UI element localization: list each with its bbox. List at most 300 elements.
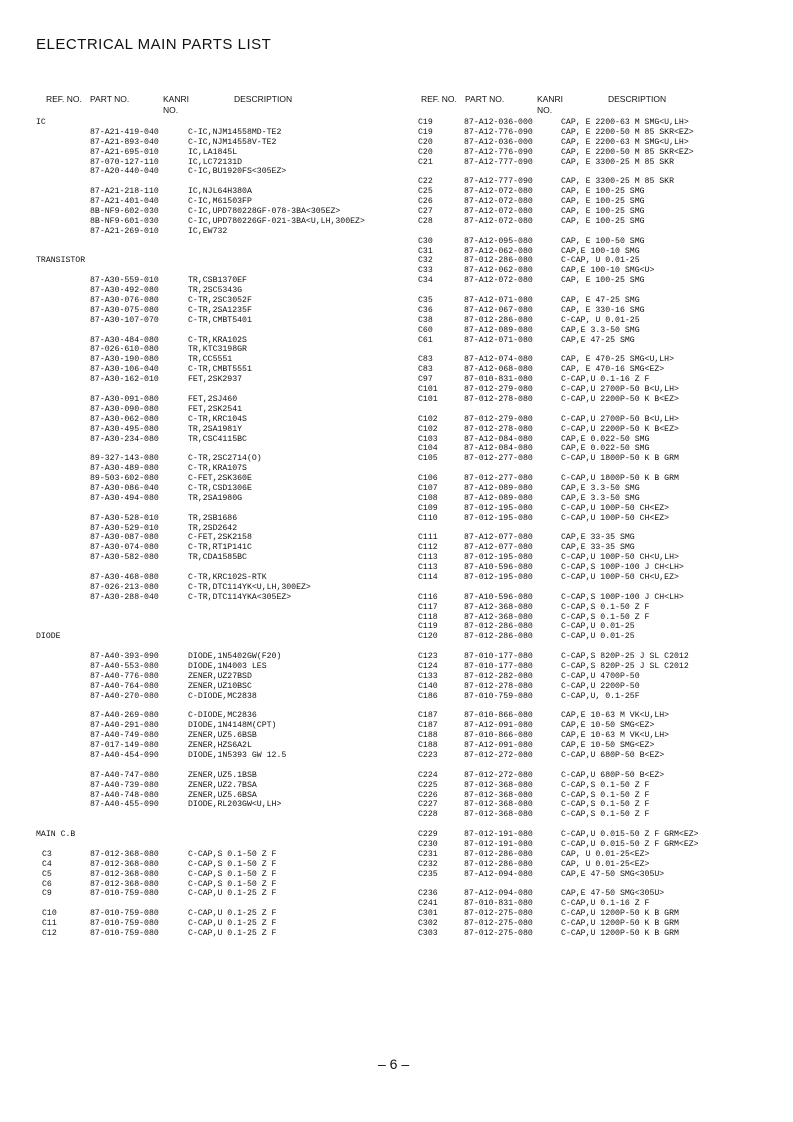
part-row — [418, 899, 758, 909]
part-row — [36, 405, 396, 415]
part-no: 87-A40-393-090 — [90, 652, 159, 662]
ref-no: C4 — [42, 859, 52, 869]
description: FET,2SJ460 — [188, 394, 238, 404]
description: TR,CDA1585BC — [188, 553, 247, 563]
description: TR,2SA1980G — [188, 493, 243, 503]
description: C-CAP,U 2200P-50 K B<EZ> — [561, 394, 679, 404]
part-row — [418, 187, 758, 197]
part-no: 87-012-277-080 — [464, 474, 533, 484]
part-no: 87-A12-094-080 — [464, 889, 533, 899]
spacer-row — [36, 642, 396, 652]
part-no: 87-A30-484-080 — [90, 335, 159, 345]
part-no: 87-012-368-080 — [464, 780, 533, 790]
part-row — [418, 692, 758, 702]
ref-no: C61 — [418, 335, 433, 345]
part-row — [36, 365, 396, 375]
description: CAP, E 100-25 SMG — [561, 197, 645, 207]
part-row — [36, 167, 396, 177]
part-no: 87-012-275-080 — [464, 929, 533, 939]
ref-no: C187 — [418, 721, 438, 731]
part-no: 87-A12-068-080 — [464, 365, 533, 375]
part-row — [418, 336, 758, 346]
ref-no: C101 — [418, 394, 438, 404]
page-number: – 6 – — [378, 1056, 410, 1072]
description: CAP, E 100-25 SMG — [561, 207, 645, 217]
description: CAP,E 3.3-50 SMG — [561, 493, 640, 503]
part-no: 87-010-759-080 — [90, 919, 159, 929]
description: C-CAP,U 1200P-50 K B GRM — [561, 909, 679, 919]
description: C-TR,CSD1306E — [188, 483, 252, 493]
part-row — [36, 751, 396, 761]
ref-no: C11 — [42, 919, 57, 929]
part-row — [36, 731, 396, 741]
part-row — [418, 622, 758, 632]
description: C-IC,NJM14558MD-TE2 — [188, 127, 282, 137]
part-no: 89-503-602-080 — [90, 474, 159, 484]
part-no: 87-A12-777-090 — [464, 177, 533, 187]
description: CAP,E 47-50 SMG<305U> — [561, 869, 665, 879]
part-no: 87-A40-747-080 — [90, 770, 159, 780]
ref-no: C187 — [418, 711, 438, 721]
description: TR,CC5551 — [188, 355, 233, 365]
part-row — [36, 138, 396, 148]
description: C-CAP,S 0.1-50 Z F — [561, 790, 650, 800]
description: CAP,E 10-50 SMG<EZ> — [561, 741, 655, 751]
part-no: 87-A12-089-080 — [464, 483, 533, 493]
spacer-row — [36, 840, 396, 850]
description: CAP,E 10-63 M VK<U,LH> — [561, 711, 670, 721]
part-no: 87-012-368-080 — [464, 800, 533, 810]
part-no: 87-A40-454-090 — [90, 751, 159, 760]
part-row — [36, 889, 396, 899]
ref-no: C27 — [418, 207, 433, 217]
spacer-row — [36, 247, 396, 257]
part-no: 87-012-368-080 — [90, 879, 159, 889]
description: CAP,E 3.3-50 SMG — [561, 325, 640, 335]
description: TR,KTC3198GR — [188, 345, 247, 355]
ref-no: C26 — [418, 197, 433, 207]
description: CAP,E 10-50 SMG<EZ> — [561, 721, 655, 731]
description: DIODE,1N4148M(CPT) — [188, 721, 277, 731]
part-row — [418, 118, 758, 128]
part-no: 87-A30-076-080 — [90, 296, 159, 306]
part-row — [418, 682, 758, 692]
part-row — [418, 365, 758, 375]
ref-no: C113 — [418, 563, 438, 573]
part-row — [418, 613, 758, 623]
part-no: 87-012-278-080 — [464, 681, 533, 691]
part-no: 87-010-831-080 — [464, 899, 533, 909]
part-row — [36, 395, 396, 405]
part-row — [418, 484, 758, 494]
part-row — [36, 128, 396, 138]
part-row — [36, 593, 396, 603]
part-row — [418, 197, 758, 207]
part-no: 87-A12-072-080 — [464, 216, 533, 226]
description: C-IC,M61503FP — [188, 197, 252, 207]
part-no: 87-012-272-080 — [464, 751, 533, 760]
part-row — [418, 138, 758, 148]
ref-no: C36 — [418, 305, 433, 315]
description: C-CAP,U 0.015-50 Z F GRM<EZ> — [561, 840, 699, 850]
part-row — [36, 692, 396, 702]
ref-no: C20 — [418, 147, 433, 157]
header-desc-left: DESCRIPTION — [234, 94, 293, 104]
description: CAP,E 10-63 M VK<U,LH> — [561, 731, 670, 741]
part-no: 87-A30-468-080 — [90, 572, 159, 582]
section-heading — [36, 256, 396, 266]
ref-no: C227 — [418, 800, 438, 810]
part-row — [418, 355, 758, 365]
part-row — [36, 286, 396, 296]
description: ZENER,UZ27BSD — [188, 671, 252, 681]
spacer-row — [418, 167, 758, 177]
ref-no: C229 — [418, 830, 438, 840]
part-row — [418, 306, 758, 316]
description: C-TR,CMBT5551 — [188, 365, 252, 375]
part-row — [418, 810, 758, 820]
part-no: 87-A40-455-090 — [90, 800, 159, 810]
ref-no: C102 — [418, 414, 438, 424]
description: ZENER,UZ10BSC — [188, 681, 252, 691]
part-no: 87-012-191-080 — [464, 840, 533, 850]
ref-no: C9 — [42, 889, 52, 899]
part-row — [418, 533, 758, 543]
part-no: 87-012-272-080 — [464, 770, 533, 780]
part-no: 87-012-286-080 — [464, 849, 533, 859]
ref-no: C231 — [418, 849, 438, 859]
spacer-row — [36, 702, 396, 712]
description: CAP, E 47-25 SMG — [561, 296, 640, 306]
description: C-CAP,U 100P-50 CH<EZ> — [561, 503, 670, 513]
part-row — [418, 711, 758, 721]
description: CAP, E 470-25 SMG<U,LH> — [561, 355, 675, 365]
ref-no: C301 — [418, 909, 438, 919]
section-heading — [36, 632, 396, 642]
ref-no: C232 — [418, 859, 438, 869]
part-row — [36, 217, 396, 227]
part-no: 87-A12-072-080 — [464, 207, 533, 217]
description: DIODE,1N5402GW(F20) — [188, 652, 282, 662]
part-no: 87-A12-094-080 — [464, 869, 533, 879]
part-row — [418, 553, 758, 563]
ref-no: C124 — [418, 661, 438, 671]
part-row — [418, 721, 758, 731]
description: TR,2SC5343G — [188, 286, 243, 296]
part-no: 87-A12-074-080 — [464, 355, 533, 365]
header-desc-right: DESCRIPTION — [608, 94, 667, 104]
part-row — [36, 454, 396, 464]
ref-no: C108 — [418, 493, 438, 503]
part-row — [36, 355, 396, 365]
ref-no: C110 — [418, 513, 438, 523]
part-row — [418, 217, 758, 227]
part-row — [418, 395, 758, 405]
description: CAP,E 100-10 SMG — [561, 246, 640, 256]
part-row — [418, 929, 758, 939]
part-row — [418, 652, 758, 662]
description: CAP, E 470-16 SMG<EZ> — [561, 365, 665, 375]
part-no: 87-A30-074-080 — [90, 543, 159, 553]
ref-no: C117 — [418, 602, 438, 612]
part-no: 87-A30-489-080 — [90, 464, 159, 474]
part-no: 87-026-610-080 — [90, 345, 159, 355]
part-row — [36, 662, 396, 672]
ref-no: C101 — [418, 385, 438, 395]
part-row — [418, 425, 758, 435]
part-row — [418, 256, 758, 266]
part-no: 87-012-286-080 — [464, 632, 533, 642]
description: C-TR,KRC102S-RTK — [188, 572, 267, 582]
spacer-row — [36, 237, 396, 247]
description: C-CAP,S 0.1-50 Z F — [561, 612, 650, 622]
part-no: 87-A12-036-000 — [464, 118, 533, 127]
part-no: 87-026-213-080 — [90, 582, 159, 592]
description: C-CAP,U 100P-50 CH<U,LH> — [561, 553, 679, 563]
part-no: 87-A30-559-010 — [90, 276, 159, 286]
part-no: 87-A12-072-080 — [464, 276, 533, 286]
ref-no: C22 — [418, 177, 433, 187]
ref-no: C28 — [418, 216, 433, 226]
part-no: 87-012-195-080 — [464, 513, 533, 523]
header-kanri-left: KANRI NO. — [163, 94, 189, 115]
ref-no: C230 — [418, 840, 438, 850]
part-row — [36, 929, 396, 939]
part-no: 87-012-279-080 — [464, 385, 533, 395]
part-no: 87-A40-739-080 — [90, 780, 159, 790]
part-row — [36, 721, 396, 731]
ref-no: C228 — [418, 810, 438, 820]
part-row — [418, 128, 758, 138]
ref-no: C30 — [418, 236, 433, 246]
part-no: 87-A12-084-080 — [464, 444, 533, 454]
part-row — [36, 672, 396, 682]
description: C-CAP,S 0.1-50 Z F — [561, 800, 650, 810]
ref-no: C19 — [418, 127, 433, 137]
ref-no: C123 — [418, 652, 438, 662]
part-no: 87-012-278-080 — [464, 394, 533, 404]
ref-no: C236 — [418, 889, 438, 899]
part-no: 87-A40-776-080 — [90, 671, 159, 681]
part-no: 87-A21-269-010 — [90, 226, 159, 236]
part-no: 87-A12-776-090 — [464, 127, 533, 137]
part-no: 87-A30-106-040 — [90, 365, 159, 375]
ref-no: C83 — [418, 365, 433, 375]
spacer-row — [418, 286, 758, 296]
part-no: 87-A21-419-040 — [90, 127, 159, 137]
ref-no: C186 — [418, 691, 438, 701]
ref-no: C107 — [418, 483, 438, 493]
description: C-CAP,U 2200P-50 K B<EZ> — [561, 424, 679, 434]
part-row — [418, 741, 758, 751]
part-no: 87-A12-091-080 — [464, 721, 533, 731]
part-row — [418, 385, 758, 395]
header-part-right: PART NO. — [465, 94, 505, 104]
description: ZENER,UZ5.1BSB — [188, 770, 257, 780]
part-row — [36, 415, 396, 425]
part-no: 87-A12-036-000 — [464, 137, 533, 147]
description: C-CAP,U 680P-50 B<EZ> — [561, 770, 665, 780]
description: C-CAP,S 0.1-50 Z F — [188, 859, 277, 869]
part-no: 87-A12-089-080 — [464, 325, 533, 335]
ref-no: C3 — [42, 849, 52, 859]
description: DIODE,RL203GW<U,LH> — [188, 800, 282, 810]
part-no: 87-A30-529-010 — [90, 523, 159, 533]
ref-no: C235 — [418, 869, 438, 879]
description: C-TR,RT1P141C — [188, 543, 252, 553]
part-row — [418, 870, 758, 880]
part-row — [418, 158, 758, 168]
spacer-row — [418, 405, 758, 415]
description: C-TR,KRA107S — [188, 464, 247, 474]
part-row — [36, 652, 396, 662]
part-no: 87-010-177-080 — [464, 652, 533, 662]
description: CAP,E 33-35 SMG — [561, 543, 635, 553]
part-row — [36, 543, 396, 553]
description: C-TR,2SA1235F — [188, 305, 252, 315]
part-row — [36, 583, 396, 593]
spacer-row — [36, 899, 396, 909]
part-no: 87-A30-528-010 — [90, 513, 159, 523]
part-row — [36, 375, 396, 385]
part-no: 87-A30-234-080 — [90, 434, 159, 444]
part-row — [418, 494, 758, 504]
part-row — [36, 345, 396, 355]
spacer-row — [418, 524, 758, 534]
description: FET,2SK2541 — [188, 404, 243, 414]
part-row — [418, 454, 758, 464]
description: C-CAP,U 1800P-50 K B GRM — [561, 454, 679, 464]
part-no: 87-A30-075-080 — [90, 305, 159, 315]
spacer-row — [36, 603, 396, 613]
part-no: 87-A30-492-080 — [90, 286, 159, 296]
part-row — [36, 148, 396, 158]
part-row — [36, 187, 396, 197]
ref-no: C5 — [42, 869, 52, 879]
description: ZENER,UZ2.7BSA — [188, 780, 257, 790]
part-row — [418, 573, 758, 583]
ref-no: C25 — [418, 187, 433, 197]
header-kanri-right: KANRI NO. — [537, 94, 563, 115]
part-no: 87-A40-270-080 — [90, 691, 159, 701]
description: IC,LC72131D — [188, 157, 243, 167]
spacer-row — [418, 642, 758, 652]
part-no: 8B-NF9-602-030 — [90, 207, 159, 217]
description: C-CAP,S 820P-25 J SL C2012 — [561, 652, 689, 662]
ref-no: C83 — [418, 355, 433, 365]
description: C-TR,KRC104S — [188, 414, 247, 424]
part-row — [418, 672, 758, 682]
description: C-CAP,U 1800P-50 K B GRM — [561, 474, 679, 484]
description: CAP, E 3300-25 M 85 SKR — [561, 157, 675, 167]
part-row — [36, 573, 396, 583]
ref-no: C226 — [418, 790, 438, 800]
spacer-row — [36, 504, 396, 514]
part-row — [36, 484, 396, 494]
description: C-CAP,S 100P-100 J CH<LH> — [561, 563, 684, 573]
spacer-row — [36, 563, 396, 573]
part-row — [36, 227, 396, 237]
part-row — [36, 464, 396, 474]
part-no: 87-A12-095-080 — [464, 236, 533, 246]
description: CAP, E 330-16 SMG — [561, 305, 645, 315]
part-no: 87-A30-494-080 — [90, 493, 159, 503]
description: TR,2SA1981Y — [188, 424, 243, 434]
part-no: 87-A30-107-070 — [90, 315, 159, 325]
part-row — [36, 336, 396, 346]
ref-no: C21 — [418, 157, 433, 167]
ref-no: C34 — [418, 276, 433, 286]
description: CAP,E 47-50 SMG<305U> — [561, 889, 665, 899]
section-heading — [36, 118, 396, 128]
part-no: 87-012-368-080 — [90, 859, 159, 869]
description: CAP,E 47-25 SMG — [561, 335, 635, 345]
description: DIODE,1N4003 LES — [188, 661, 267, 671]
section-heading — [36, 830, 396, 840]
description: CAP,E 3.3-50 SMG — [561, 483, 640, 493]
description: C-CAP,S 100P-100 J CH<LH> — [561, 592, 684, 602]
part-row — [36, 514, 396, 524]
ref-no: C106 — [418, 474, 438, 484]
section-title: MAIN C.B — [36, 830, 76, 840]
section-title: DIODE — [36, 632, 61, 642]
part-row — [418, 919, 758, 929]
part-no: 87-A12-776-090 — [464, 147, 533, 157]
part-no: 87-A12-777-090 — [464, 157, 533, 167]
part-no: 87-A10-596-080 — [464, 563, 533, 573]
part-row — [418, 731, 758, 741]
ref-no: C140 — [418, 681, 438, 691]
part-no: 87-A40-269-080 — [90, 711, 159, 721]
description: C-CAP,S 0.1-50 Z F — [561, 602, 650, 612]
part-row — [418, 791, 758, 801]
spacer-row — [418, 464, 758, 474]
description: CAP,E 100-10 SMG<U> — [561, 266, 655, 276]
part-row — [418, 850, 758, 860]
part-row — [418, 662, 758, 672]
part-row — [418, 781, 758, 791]
part-no: 87-A10-596-080 — [464, 592, 533, 602]
part-no: 87-A12-072-080 — [464, 187, 533, 197]
part-no: 87-A40-748-080 — [90, 790, 159, 800]
description: C-CAP,U 2700P-50 B<U,LH> — [561, 414, 679, 424]
part-no: 87-012-286-080 — [464, 256, 533, 266]
part-no: 87-A21-401-040 — [90, 197, 159, 207]
description: C-CAP,U 1200P-50 K B GRM — [561, 929, 679, 939]
part-row — [36, 781, 396, 791]
part-no: 87-A12-368-080 — [464, 602, 533, 612]
part-no: 87-A30-162-010 — [90, 375, 159, 385]
part-row — [36, 207, 396, 217]
header-ref-right: REF. NO. — [421, 94, 457, 104]
ref-no: C6 — [42, 879, 52, 889]
part-no: 87-A21-893-040 — [90, 137, 159, 147]
ref-no: C20 — [418, 137, 433, 147]
part-no: 87-070-127-110 — [90, 157, 159, 167]
part-no: 87-017-149-080 — [90, 741, 159, 751]
part-no: 87-012-275-080 — [464, 919, 533, 929]
description: C-CAP,U 2700P-50 B<U,LH> — [561, 385, 679, 395]
part-row — [36, 296, 396, 306]
description: ZENER,UZ5.6BSA — [188, 790, 257, 800]
part-row — [418, 751, 758, 761]
description: CAP, E 100-50 SMG — [561, 236, 645, 246]
ref-no: C114 — [418, 572, 438, 582]
part-no: 87-A30-582-080 — [90, 553, 159, 563]
part-row — [36, 435, 396, 445]
description: C-DIODE,MC2838 — [188, 691, 257, 701]
part-no: 87-A40-749-080 — [90, 731, 159, 741]
